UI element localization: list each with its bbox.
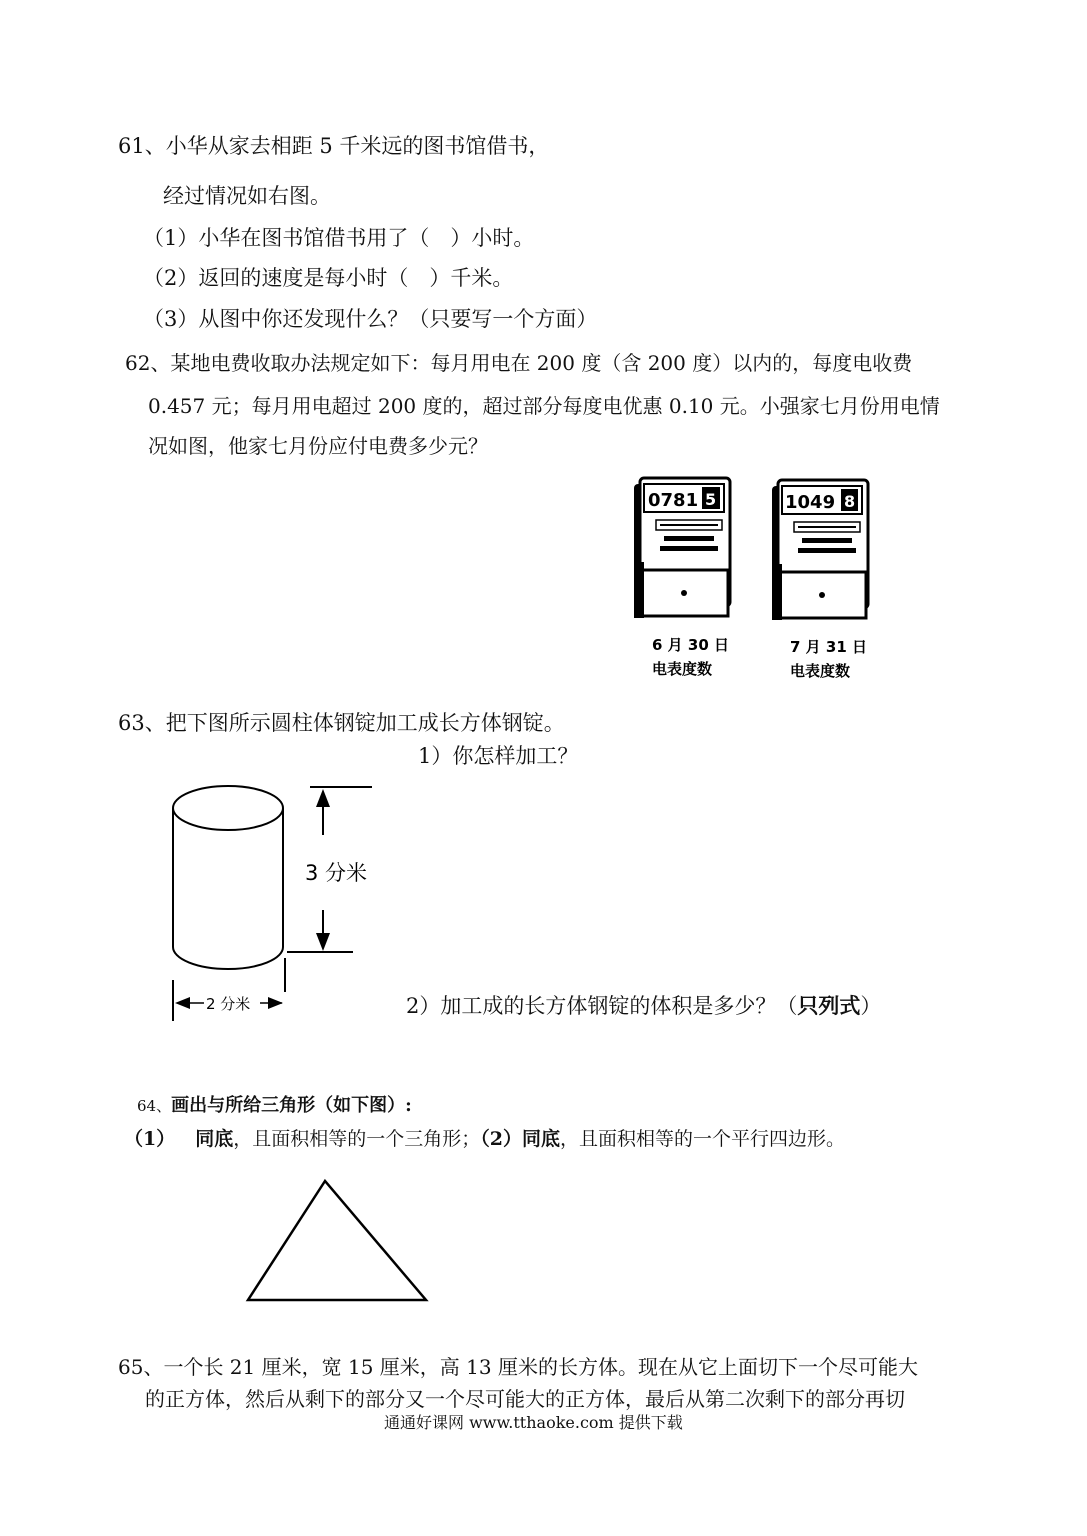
meter-1-caption: 电表度数: [652, 660, 713, 678]
q65-line-2: 的正方体，然后从剩下的部分又一个尽可能大的正方体，最后从第二次剩下的部分再切: [145, 1387, 905, 1411]
q61-line-4: （2）返回的速度是每小时（ ）千米。: [143, 266, 514, 290]
electric-meters-figure: [620, 470, 890, 690]
q63-line-3-close: ）: [860, 994, 882, 1018]
q62-line-2: 0.457 元；每月用电超过 200 度的，超过部分每度电优惠 0.10 元。小强家七月份用电情: [148, 394, 940, 418]
meter-1-last-digit: 5: [705, 490, 717, 509]
meter-1-date: 6 月 30 日: [652, 636, 729, 654]
q64-number: 64、: [137, 1097, 172, 1115]
footer-text: 通通好课网 www.tthaoke.com 提供下载: [384, 1413, 683, 1432]
q64-part-1-num: （1）: [124, 1128, 176, 1150]
cylinder-figure: [160, 775, 390, 1030]
q63-line-2: 1）你怎样加工？: [418, 744, 579, 768]
q64-part-1-text: ，且面积相等的一个三角形；: [233, 1128, 481, 1150]
meter-2-last-digit: 8: [844, 492, 856, 511]
triangle-figure: [240, 1175, 435, 1310]
meter-1-digits: 0781: [648, 490, 699, 511]
q61-line-5: （3）从图中你还发现什么？（只要写一个方面）: [143, 307, 598, 331]
q64-part-2-text: ，且面积相等的一个平行四边形。: [560, 1128, 846, 1150]
q63-line-3: [406, 990, 881, 1020]
q61-line-3: （1）小华在图书馆借书用了（ ）小时。: [143, 226, 535, 250]
meter-2: [772, 480, 868, 680]
q64-title-text: 画出与所给三角形（如下图）:: [171, 1095, 412, 1116]
cylinder-height-label: 3 分米: [305, 861, 368, 885]
q64-same-base-1: 同底: [195, 1128, 234, 1150]
meter-2-caption: 电表度数: [790, 662, 851, 680]
q63-line-3-text: 2）加工成的长方体钢锭的体积是多少？（: [406, 994, 798, 1018]
q63-only-formula: 只列式: [797, 993, 861, 1018]
q62-line-3: 况如图，他家七月份应付电费多少元？: [148, 434, 488, 458]
meter-2-date: 7 月 31 日: [790, 638, 867, 656]
cylinder-diameter-label: 2 分米: [206, 995, 251, 1013]
meter-2-digits: 1049: [785, 492, 836, 513]
q64-title: [137, 1091, 412, 1117]
meter-1: [634, 478, 730, 678]
q65-line-1: 65、一个长 21 厘米，宽 15 厘米，高 13 厘米的长方体。现在从它上面切下一个尽可能大: [118, 1355, 918, 1379]
q64-same-base-2: （2）同底: [480, 1128, 560, 1150]
q62-line-1: 62、某地电费收取办法规定如下：每月用电在 200 度（含 200 度）以内的，每度电收费: [125, 351, 913, 375]
q63-line-1: 63、把下图所示圆柱体钢锭加工成长方体钢锭。: [118, 711, 565, 735]
q61-line-1: 61、小华从家去相距 5 千米远的图书馆借书，: [118, 134, 550, 158]
q64-instructions: [124, 1124, 845, 1151]
q61-line-2: 经过情况如右图。: [163, 184, 331, 208]
